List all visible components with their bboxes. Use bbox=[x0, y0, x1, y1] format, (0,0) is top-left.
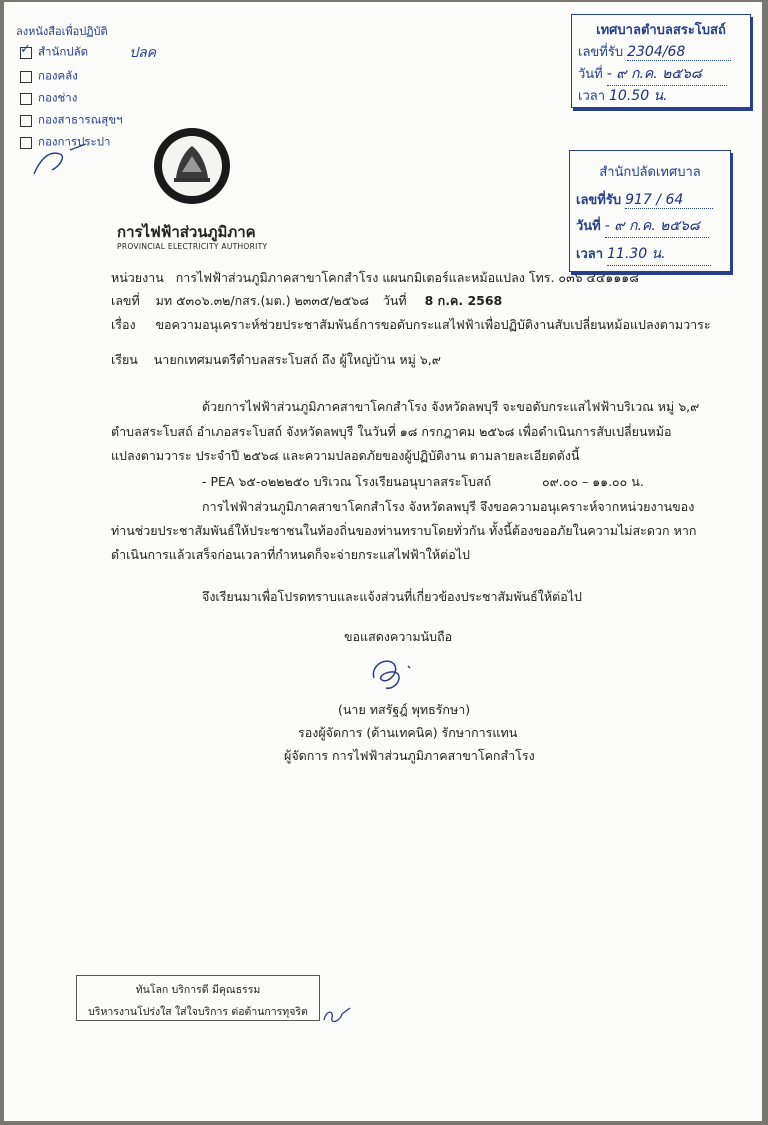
org-name-thai: การไฟฟ้าส่วนภูมิภาค bbox=[117, 223, 256, 241]
checkbox-checked-icon bbox=[20, 47, 32, 59]
handwritten-mark-icon bbox=[30, 140, 90, 180]
routing-item: กองช่าง bbox=[20, 88, 77, 104]
checkbox-icon bbox=[20, 93, 32, 105]
letter-date: 8 ก.ค. 2568 bbox=[424, 293, 503, 308]
pea-logo-icon bbox=[152, 126, 232, 206]
closing-line: จึงเรียนมาเพื่อโปรดทราบและแจ้งส่วนที่เกี่ยวข้องประชาสัมพันธ์ให้ต่อไป bbox=[202, 589, 582, 604]
agency-line: หน่วยงาน การไฟฟ้าส่วนภูมิภาคสาขาโคกสำโรง แผนกมิเตอร์และหม้อแปลง โทร. ๐๓๖ ๔๔๑๑๑๘ bbox=[111, 270, 639, 285]
checkbox-icon bbox=[20, 115, 32, 127]
body-line: ท่านช่วยประชาสัมพันธ์ให้ประชาชนในท้องถิ่นของท่านทราบโดยทั่วกัน ทั้งนี้ต้องขออภัยในความไม่สะดวก หาก bbox=[111, 523, 697, 538]
routing-item: ✓สำนักปลัด ปลค bbox=[20, 42, 156, 58]
municipal-receipt-stamp: เทศบาลตำบลสระโบสถ์ เลขที่รับ 2304/68 วันที่ - ๙ ก.ค. ๒๕๖๘ เวลา 10.50 น. bbox=[571, 14, 751, 108]
signature-icon bbox=[364, 650, 434, 694]
body-line: ตำบลสระโบสถ์ อำเภอสระโบสถ์ จังหวัดลพบุรี ในวันที่ ๑๘ กรกฎาคม ๒๕๖๘ เพื่อดำเนินการสับเปลี่ยนหม้อ bbox=[111, 424, 672, 439]
signer-title: ผู้จัดการ การไฟฟ้าส่วนภูมิภาคสาขาโคกสำโรง bbox=[284, 748, 535, 763]
recipient-line: เรียน นายกเทศมนตรีตำบลสระโบสถ์ ถึง ผู้ใหญ่บ้าน หมู่ ๖,๙ bbox=[111, 352, 441, 367]
routing-item: กองคลัง bbox=[20, 66, 78, 82]
routing-item: กองสาธารณสุขฯ bbox=[20, 110, 123, 126]
handwritten-initials-icon bbox=[320, 1004, 356, 1028]
routing-item: กองการประปา bbox=[20, 132, 111, 148]
body-line: ด้วยการไฟฟ้าส่วนภูมิภาคสาขาโคกสำโรง จังหวัดลพบุรี จะขอดับกระแสไฟฟ้าบริเวณ หมู่ ๖,๙ bbox=[202, 399, 700, 414]
org-name-english: PROVINCIAL ELECTRICITY AUTHORITY bbox=[117, 242, 268, 251]
outage-item: - PEA ๖๕-๐๒๒๒๕๐ บริเวณ โรงเรียนอนุบาลสระโบสถ์ bbox=[202, 474, 492, 489]
checkbox-icon bbox=[20, 71, 32, 83]
number-line: เลขที่ มท ๕๓๐๖.๓๒/กสร.(มต.) ๒๓๓๕/๒๕๖๘ วันที่ 8 ก.ค. 2568 bbox=[111, 293, 503, 308]
handwritten-initials: ปลค bbox=[129, 45, 157, 61]
subject-line: เรื่อง ขอความอนุเคราะห์ช่วยประชาสัมพันธ์การขอดับกระแสไฟฟ้าเพื่อปฏิบัติงานสับเปลี่ยนหม้อแปลงตามวาระ bbox=[111, 317, 711, 332]
footer-motto-box: ทันโลก บริการดี มีคุณธรรม บริหารงานโปร่งใส ใส่ใจบริการ ต่อต้านการทุจริต bbox=[76, 975, 320, 1021]
office-receipt-stamp: สำนักปลัดเทศบาล เลขที่รับ 917 / 64 วันที่ - ๙ ก.ค. ๒๕๖๘ เวลา 11.30 น. bbox=[569, 150, 731, 272]
regards: ขอแสดงความนับถือ bbox=[344, 629, 453, 644]
outage-time: ๐๙.๐๐ – ๑๑.๐๐ น. bbox=[542, 474, 644, 489]
routing-header: ลงหนังสือเพื่อปฏิบัติ bbox=[16, 25, 108, 38]
signer-title: รองผู้จัดการ (ด้านเทคนิค) รักษาการแทน bbox=[298, 725, 518, 740]
body-line: แปลงตามวาระ ประจำปี ๒๕๖๘ และความปลอดภัยของผู้ปฏิบัติงาน ตามลายละเอียดดังนี้ bbox=[111, 448, 580, 463]
signer-name: (นาย ทสรัฐฎ์ พุทธรักษา) bbox=[338, 702, 471, 717]
document-page bbox=[4, 2, 762, 1121]
body-line: การไฟฟ้าส่วนภูมิภาคสาขาโคกสำโรง จังหวัดลพบุรี จึงขอความอนุเคราะห์จากหน่วยงานของ bbox=[202, 499, 695, 514]
body-line: ดำเนินการแล้วเสร็จก่อนเวลาที่กำหนดก็จะจ่ายกระแสไฟฟ้าให้ต่อไป bbox=[111, 547, 470, 562]
